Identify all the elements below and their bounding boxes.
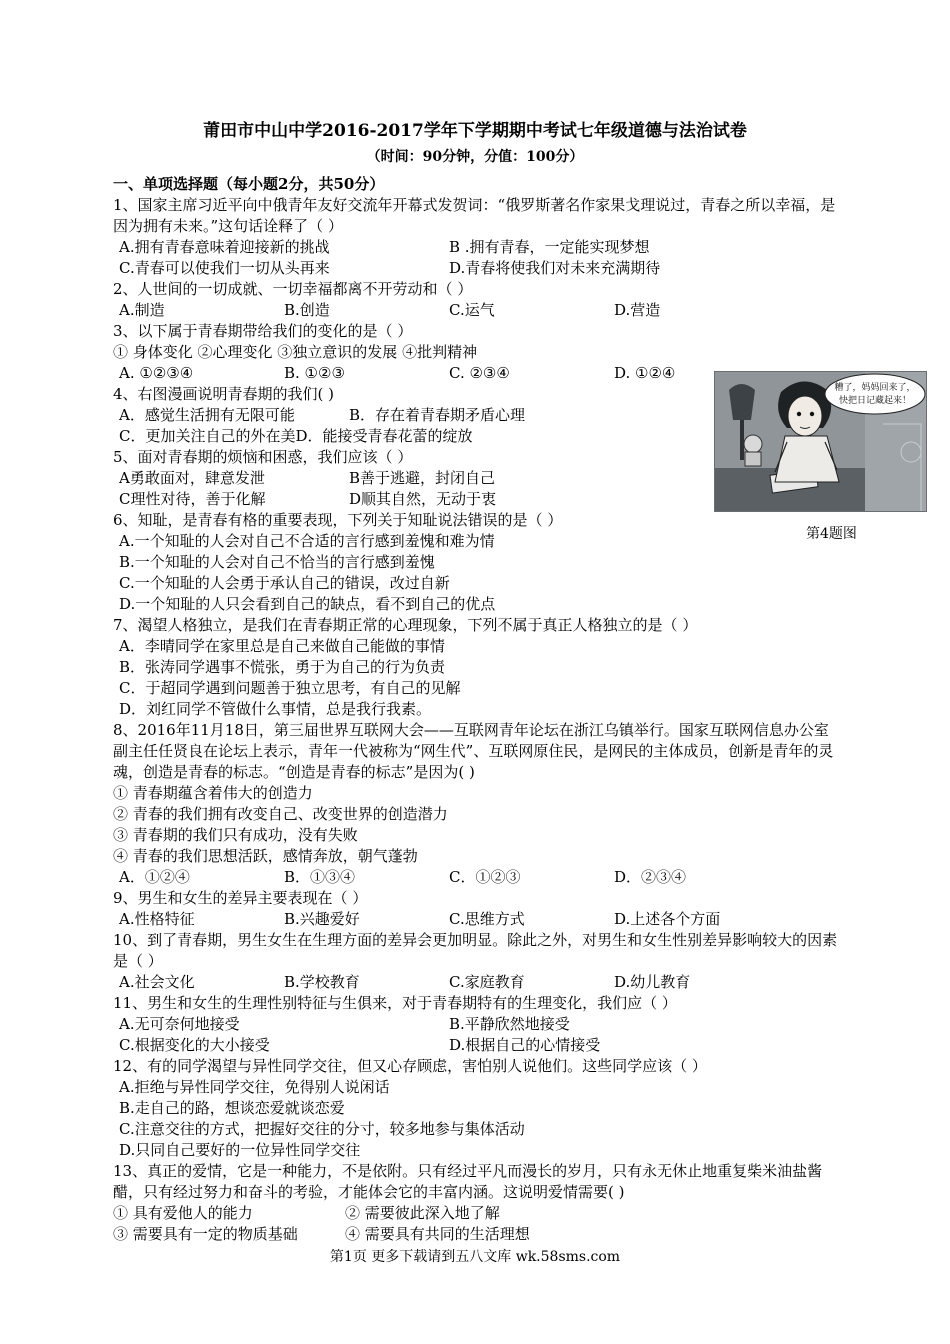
q9-option-b: B.兴趣爱好 — [284, 910, 360, 928]
q13-items-row2 — [113, 1224, 838, 1245]
q1-options-row2 — [113, 258, 838, 279]
q10-options — [113, 972, 838, 993]
q11-option-c: C.根据变化的大小接受 — [119, 1036, 270, 1054]
q4-option-d: D．能接受青春花蕾的绽放 — [295, 427, 473, 445]
q2-option-d: D.营造 — [614, 301, 661, 319]
q9-options — [113, 909, 838, 930]
comic-bubble-line2: 快把日记藏起来！ — [838, 396, 912, 406]
q3-option-a: A. ①②③④ — [119, 364, 194, 382]
q3-stem: 3、以下属于青春期带给我们的变化的是（ ） — [113, 322, 413, 340]
q1-option-a: A.拥有青春意味着迎接新的挑战 — [119, 238, 330, 256]
q10-option-d: D.幼儿教育 — [614, 973, 691, 991]
exam-subtitle: （时间：90分钟，分值：100分） — [366, 149, 584, 165]
q2-option-b: B.创造 — [284, 301, 330, 319]
q3-option-b: B. ①②③ — [284, 364, 345, 382]
q11-option-b: B.平静欣然地接受 — [449, 1015, 570, 1033]
q8-option-a: A．①②④ — [119, 868, 190, 886]
q11-options-row2 — [113, 1035, 838, 1056]
q6-option-b: B.一个知耻的人会对自己不恰当的言行感到羞愧 — [119, 553, 435, 571]
q3-option-c: C. ②③④ — [449, 364, 510, 382]
q8-option-d: D．②③④ — [614, 868, 687, 886]
q8-option-c: C．①②③ — [449, 868, 521, 886]
question-list — [113, 195, 838, 1245]
figure-caption: 第4题图 — [806, 526, 857, 542]
q1-option-d: D.青春将使我们对未来充满期待 — [449, 259, 661, 277]
page-footer: 第1页 更多下载请到五八文库 wk.58sms.com — [329, 1249, 621, 1265]
q8-item-3: ③ 青春期的我们只有成功，没有失败 — [113, 826, 358, 844]
q8-item-4: ④ 青春的我们思想活跃，感情奔放，朝气蓬勃 — [113, 847, 418, 865]
q12-option-c: C.注意交往的方式，把握好交往的分寸，较多地参与集体活动 — [119, 1120, 525, 1138]
q5-option-b: B善于逃避，封闭自己 — [349, 469, 496, 487]
q11-stem: 11、男生和女生的生理性别特征与生俱来，对于青春期特有的生理变化，我们应（ ） — [113, 994, 677, 1012]
q6-option-d: D.一个知耻的人只会看到自己的缺点，看不到自己的优点 — [119, 595, 496, 613]
q2-option-c: C.运气 — [449, 301, 495, 319]
q10-stem: 10、到了青春期，男生女生在生理方面的差异会更加明显。除此之外，对男生和女生性别差异影响较大的因素是（ ） — [113, 931, 838, 970]
q6-stem: 6、知耻，是青春有格的重要表现，下列关于知耻说法错误的是（ ） — [113, 511, 563, 529]
q7-stem: 7、渴望人格独立，是我们在青春期正常的心理现象，下列不属于真正人格独立的是（ ） — [113, 616, 698, 634]
q4-option-c: C．更加关注自己的外在美 — [119, 427, 296, 445]
q1-option-b: B .拥有青春，一定能实现梦想 — [449, 238, 650, 256]
q1-option-c: C.青春可以使我们一切从头再来 — [119, 259, 330, 277]
q13-item-3: ③ 需要具有一定的物质基础 — [113, 1225, 298, 1243]
q7-option-b: B．张涛同学遇事不慌张，勇于为自己的行为负责 — [119, 658, 446, 676]
q8-option-b: B．①③④ — [284, 868, 356, 886]
q10-option-b: B.学校教育 — [284, 973, 360, 991]
q3-items: ① 身体变化 ②心理变化 ③独立意识的发展 ④批判精神 — [113, 343, 478, 361]
q8-item-2: ② 青春的我们拥有改变自己、改变世界的创造潜力 — [113, 805, 448, 823]
q5-option-c: C理性对待，善于化解 — [119, 490, 266, 508]
q11-option-a: A.无可奈何地接受 — [119, 1015, 240, 1033]
q2-option-a: A.制造 — [119, 301, 165, 319]
comic-drawing — [715, 372, 926, 511]
q3-option-d: D. ①②④ — [614, 364, 676, 382]
q5-option-a: A勇敢面对，肆意发泄 — [119, 469, 265, 487]
q2-stem: 2、人世间的一切成就、一切幸福都离不开劳动和（ ） — [113, 280, 473, 298]
q5-option-d: D顺其自然，无动于衷 — [349, 490, 497, 508]
q4-option-b: B．存在着青春期矛盾心理 — [349, 406, 526, 424]
q10-option-c: C.家庭教育 — [449, 973, 525, 991]
q12-option-b: B.走自己的路，想谈恋爱就谈恋爱 — [119, 1099, 345, 1117]
q13-item-4: ④ 需要具有共同的生活理想 — [345, 1225, 530, 1243]
q11-options-row1 — [113, 1014, 838, 1035]
q9-option-a: A.性格特征 — [119, 910, 195, 928]
q5-stem: 5、面对青春期的烦恼和困惑，我们应该（ ） — [113, 448, 413, 466]
q4-stem: 4、右图漫画说明青春期的我们( ) — [113, 385, 335, 403]
q13-stem: 13、真正的爱情，它是一种能力，不是依附。只有经过平凡而漫长的岁月，只有永无休止地重复柴米油盐酱醋，只有经过努力和奋斗的考验，才能体会它的丰富内涵。这说明爱情需要( ) — [113, 1162, 823, 1201]
q9-option-d: D.上述各个方面 — [614, 910, 721, 928]
q6-option-a: A.一个知耻的人会对自己不合适的言行感到羞愧和难为情 — [119, 532, 495, 550]
q9-stem: 9、男生和女生的差异主要表现在（ ） — [113, 889, 368, 907]
q10-option-a: A.社会文化 — [119, 973, 195, 991]
q8-item-1: ① 青春期蕴含着伟大的创造力 — [113, 784, 313, 802]
q6-option-c: C.一个知耻的人会勇于承认自己的错误，改过自新 — [119, 574, 450, 592]
exam-title: 莆田市中山中学2016-2017学年下学期期中考试七年级道德与法治试卷 — [203, 121, 747, 141]
q7-option-c: C．于超同学遇到问题善于独立思考，有自己的见解 — [119, 679, 461, 697]
q8-stem: 8、2016年11月18日，第三届世界互联网大会——互联网青年论坛在浙江乌镇举行。国家互联网信息办公室副主任任贤良在论坛上表示，青年一代被称为“网生代”、互联网原住民，是网民的主体成员，创新是青年的灵魂，创造是青春的标志。“创造是青春的标志”是因为( ) — [113, 721, 834, 781]
q11-option-d: D.根据自己的心情接受 — [449, 1036, 601, 1054]
section-heading: 一、单项选择题（每小题2分，共50分） — [113, 175, 385, 193]
q13-items-row1 — [113, 1203, 838, 1224]
q9-option-c: C.思维方式 — [449, 910, 525, 928]
q4-comic-image — [714, 371, 927, 512]
q12-stem: 12、有的同学渴望与异性同学交往，但又心存顾虑，害怕别人说他们。这些同学应该（ ） — [113, 1057, 707, 1075]
q8-options — [113, 867, 838, 888]
q13-item-1: ① 具有爱他人的能力 — [113, 1204, 253, 1222]
q13-item-2: ② 需要彼此深入地了解 — [345, 1204, 500, 1222]
comic-bubble-line1: 糟了，妈妈回来了， — [834, 383, 916, 393]
q2-options — [113, 300, 838, 321]
q12-option-d: D.只同自己要好的一位异性同学交往 — [119, 1141, 361, 1159]
q4-option-a: A．感觉生活拥有无限可能 — [119, 406, 295, 424]
q1-options-row1 — [113, 237, 838, 258]
q12-option-a: A.拒绝与异性同学交往，免得别人说闲话 — [119, 1078, 390, 1096]
q1-stem: 1、国家主席习近平向中俄青年友好交流年开幕式发贺词：“俄罗斯著名作家果戈理说过，青春之所以幸福，是因为拥有未来。”这句话诠释了（ ） — [113, 196, 836, 235]
q7-option-a: A．李晴同学在家里总是自己来做自己能做的事情 — [119, 637, 445, 655]
q7-option-d: D．刘红同学不管做什么事情，总是我行我素。 — [119, 700, 432, 718]
